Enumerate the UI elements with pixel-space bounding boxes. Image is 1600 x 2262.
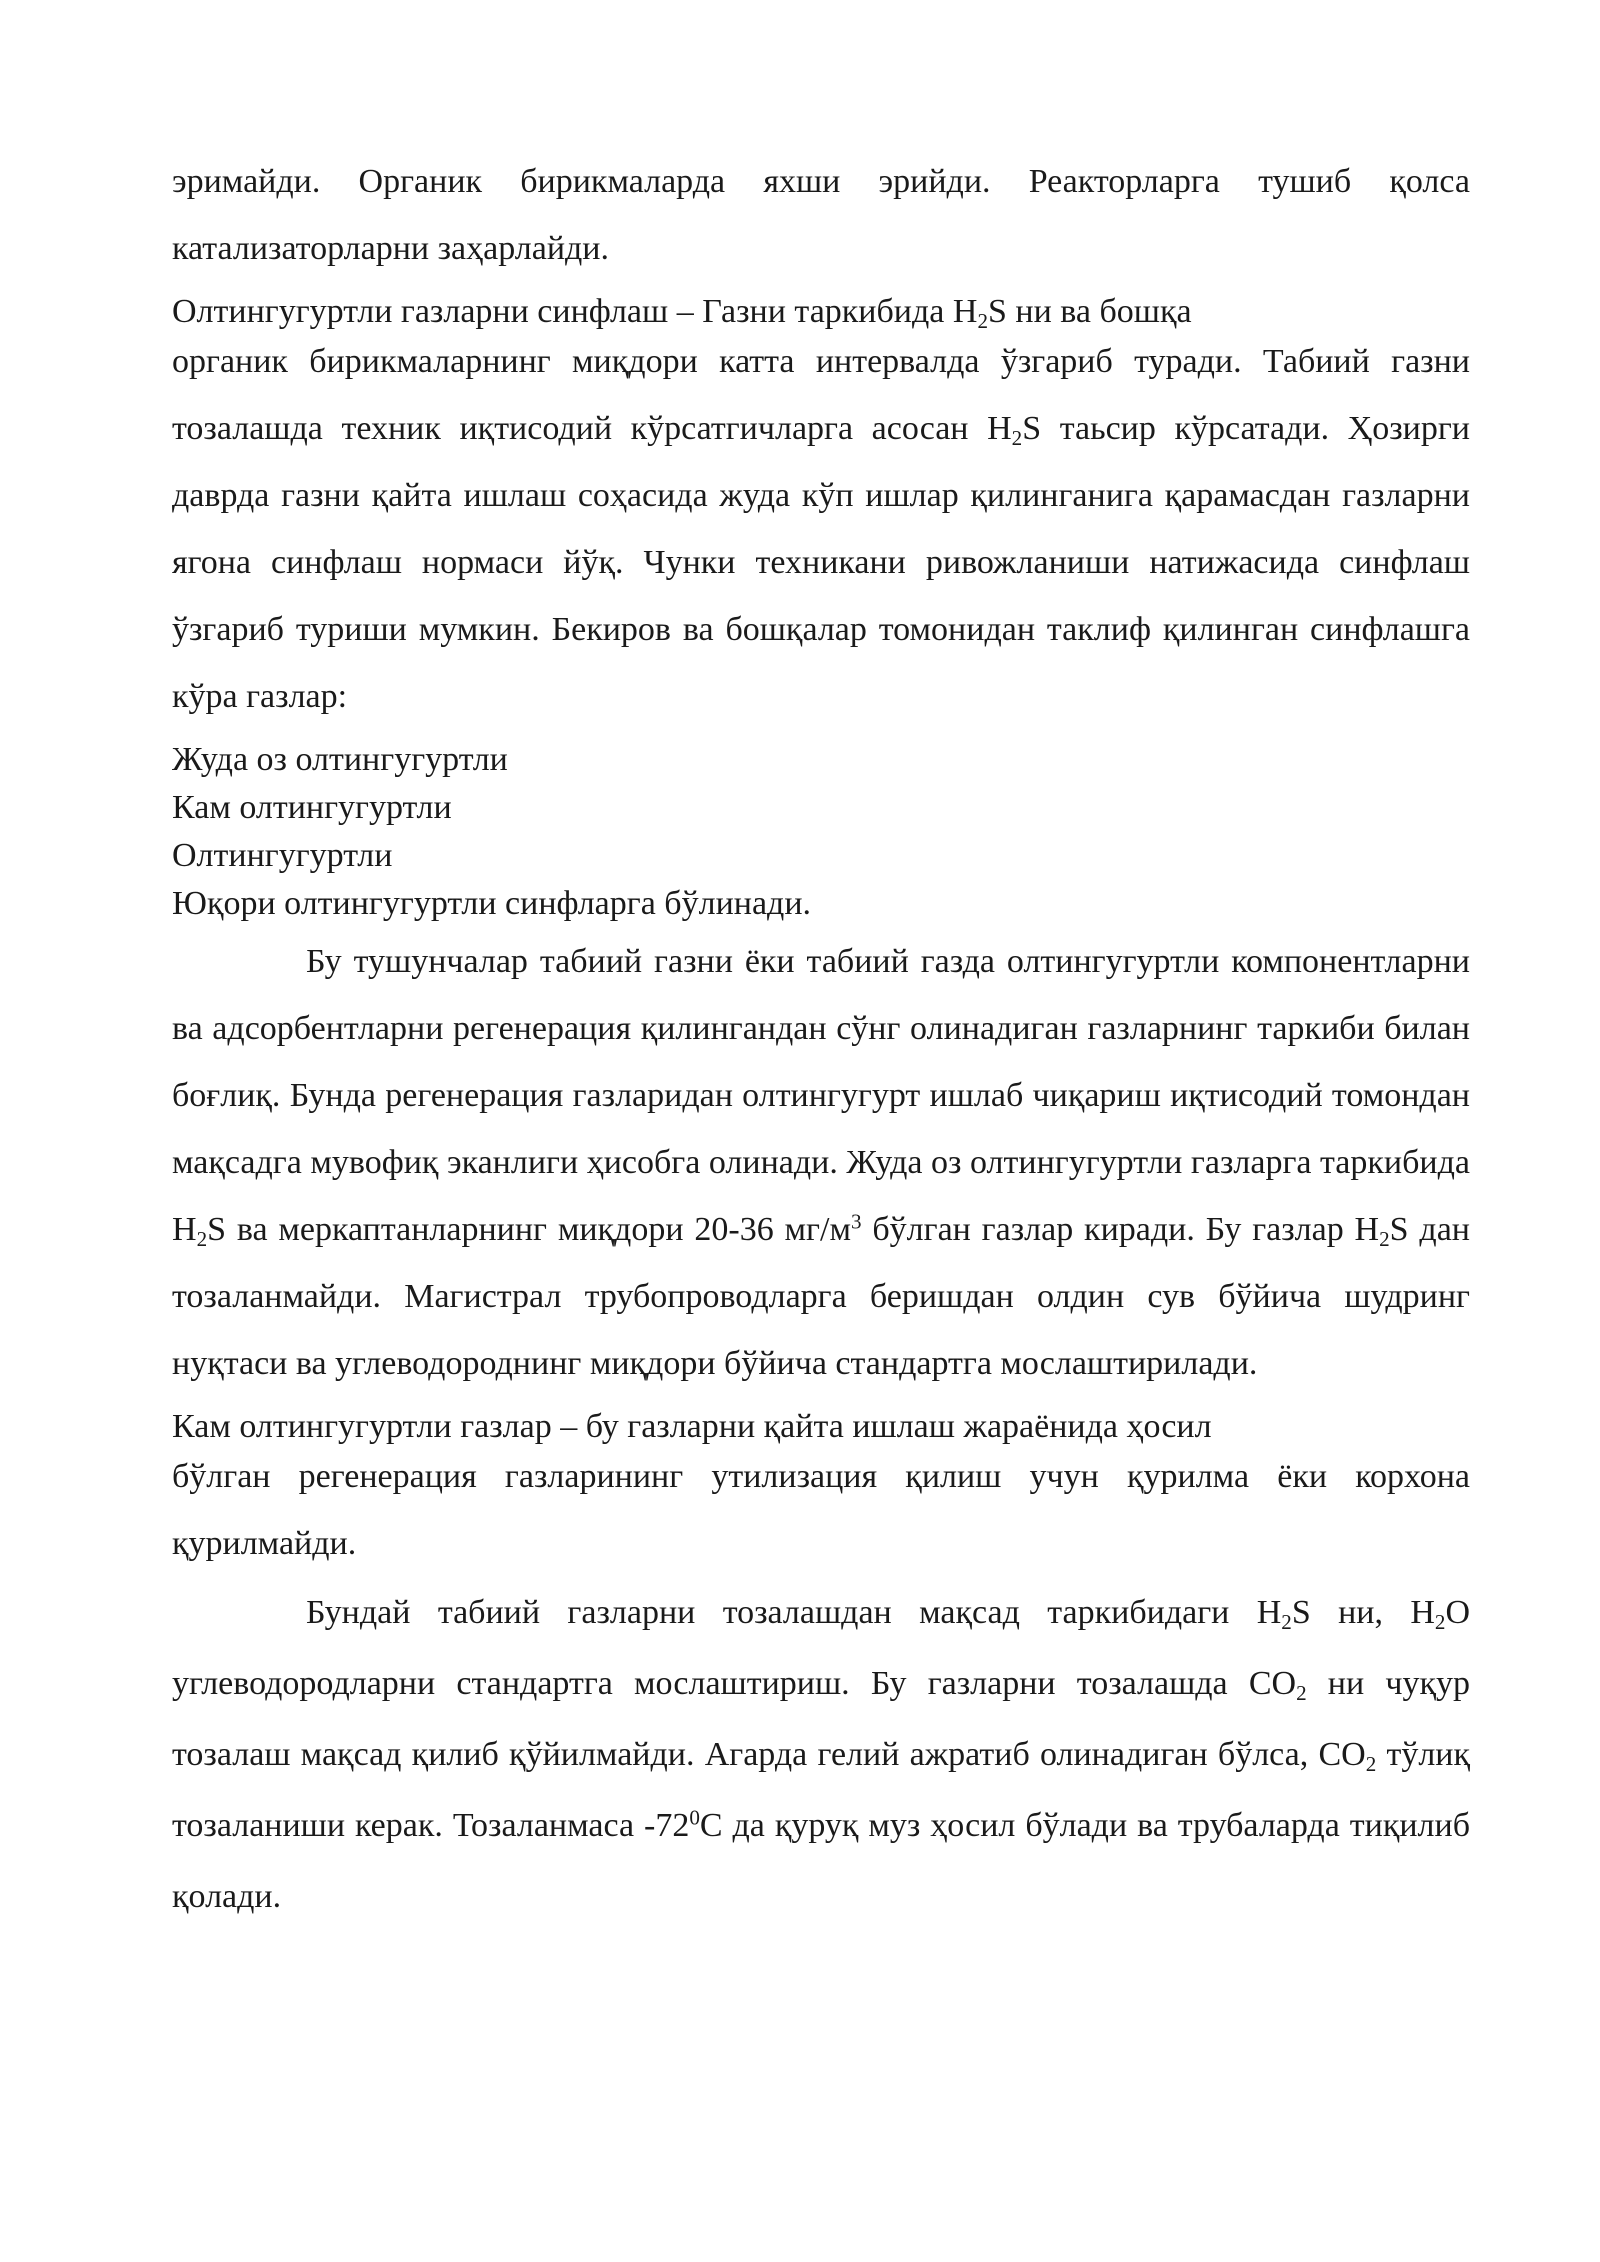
paragraph-1-line-1: эримайди. Органик бирикмаларда яхши эрийди. Реакторларга тушиб қолса bbox=[172, 163, 1470, 200]
classification-paragraph: органик бирикмаларнинг миқдори катта интервалда ўзгариб туради. Табиий газни тозалашда техник иқтисодий кўрсатгичларга асосан $H_2S$ таьсир кўрсатади. Ҳозирги даврда газни қайта ишлаш соҳасида жуда кўп ишлар қилинганига қарамасдан газларни ягона синфлаш нормаси йўқ. Чунки техникани ривожланиши натижасида синфлаш ўзгариб туриши мумкин. Бекиров ва бошқалар томонидан таклиф қилинган синфлашга кўра газлар: bbox=[172, 343, 1470, 715]
low-sulfur-paragraph: бўлган регенерация газларининг утилизация қилиш учун қурилма ёки корхона қурилмайди. bbox=[172, 1458, 1470, 1562]
list-item: Юқори олтингугуртли синфларга бўлинади. bbox=[172, 885, 812, 922]
low-sulfur-heading: Кам олтингугуртли газлар – бу газларни қайта ишлаш жараёнида ҳосил bbox=[172, 1408, 1212, 1445]
gas-class-list bbox=[172, 736, 1470, 928]
purification-paragraph: Бундай табиий газларни тозалашдан мақсад таркибидаги $H_2S$ ни, $H_2O$ углеводородларни стандартга мослаштириш. Бу газларни тозалашда $CO_2$ ни чуқур тозалаш мақсад қилиб қўйилмайди. Агарда гелий ажратиб олинадиган бўлса, $CO_2$ тўлиқ тозаланиши керак. Тозаланмаса $-72^0C$ да қуруқ муз ҳосил бўлади ва трубаларда тиқилиб қолади. bbox=[172, 1594, 1470, 1915]
concepts-paragraph: Бу тушунчалар табиий газни ёки табиий газда олтингугуртли компонентларни ва адсорбентларни регенерация қилингандан сўнг олинадиган газларнинг таркиби билан боғлиқ. Бунда регенерация газларидан олтингугурт ишлаб чиқариш иқтисодий томондан мақсадга мувофиқ эканлиги ҳисобга олинади. Жуда оз олтингугуртли газларга таркибида $H_2S$ ва меркаптанларнинг миқдори 20-36 $мг/м^3$ бўлган газлар киради. Бу газлар $H_2S$ дан тозаланмайди. Магистрал трубопроводларга беришдан олдин сув бўйича шудринг нуқтаси ва углеводороднинг миқдори бўйича стандартга мослаштирилади. bbox=[172, 943, 1471, 1382]
document-page bbox=[172, 148, 1470, 1932]
list-item: Кам олтингугуртли bbox=[172, 789, 452, 826]
classification-heading: Олтингугуртли газларни синфлаш – Газни таркибида $H_2S$ ни ва бошқа bbox=[172, 293, 1192, 333]
list-item: Жуда оз олтингугуртли bbox=[172, 741, 508, 778]
list-item: Олтингугуртли bbox=[172, 837, 393, 874]
paragraph-1-line-2: катализаторларни заҳарлайди. bbox=[172, 230, 610, 267]
